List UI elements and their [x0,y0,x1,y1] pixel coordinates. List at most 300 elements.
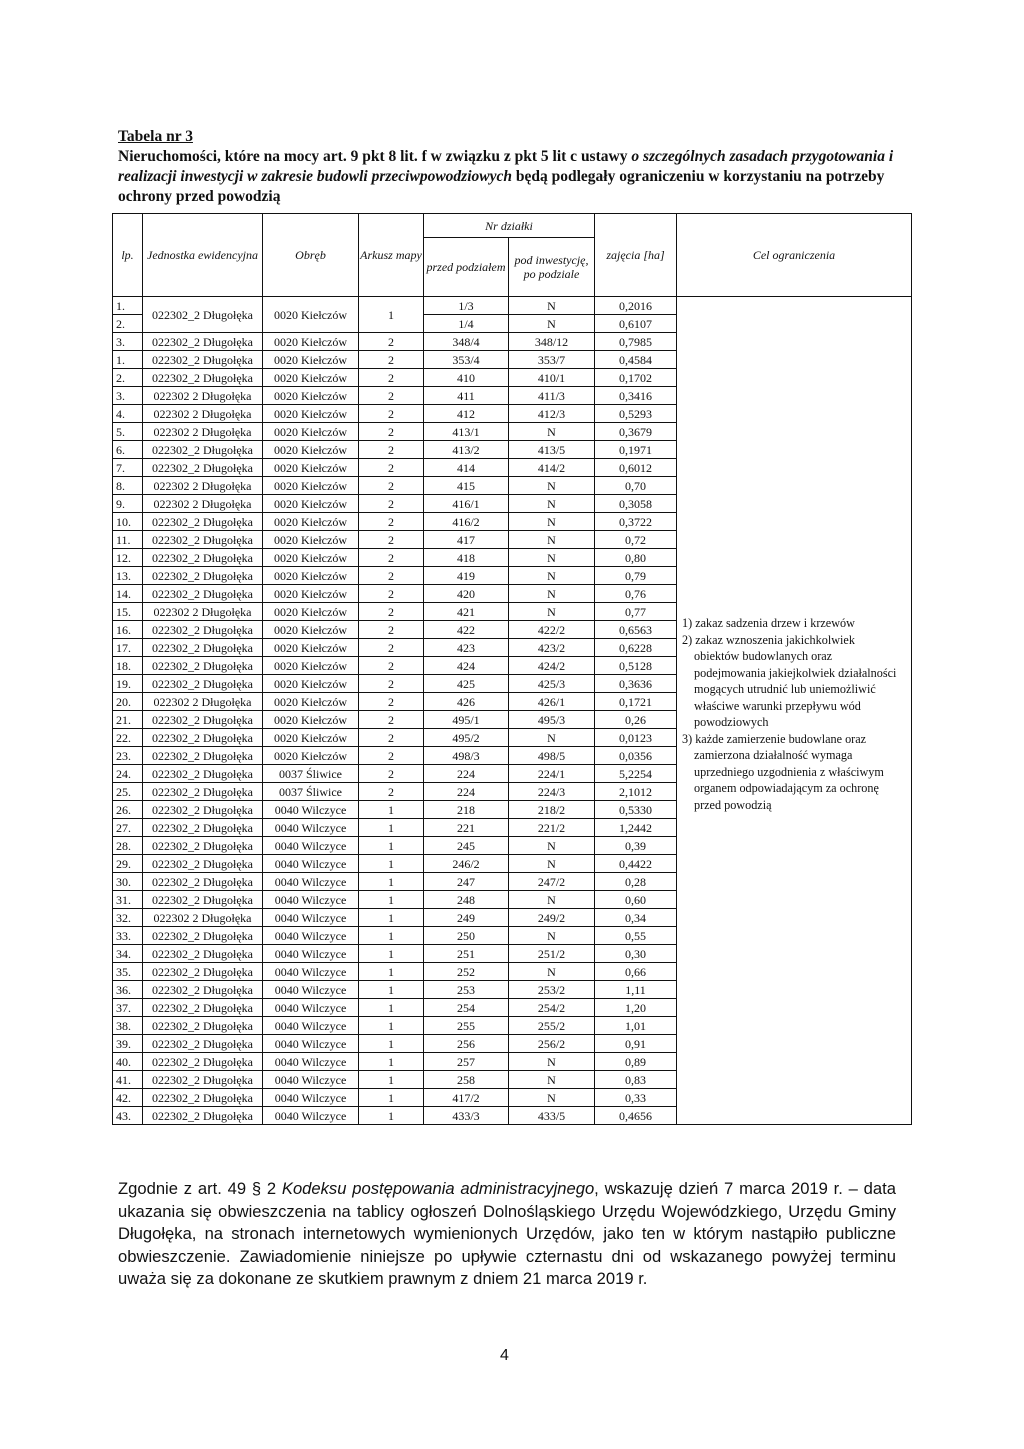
cell-pod: 411/3 [509,387,595,405]
cell-jednostka: 022302_2 Długołęka [143,585,263,603]
cell-pod: N [509,567,595,585]
cell-pod: 424/2 [509,657,595,675]
cell-jednostka: 022302_2 Długołęka [143,927,263,945]
cell-zajecia: 0,39 [595,837,677,855]
cell-lp: 41. [113,1071,143,1089]
cell-przed: 418 [424,549,509,567]
cell-jednostka: 022302_2 Długołęka [143,981,263,999]
cell-lp: 30. [113,873,143,891]
cell-zajecia: 0,66 [595,963,677,981]
cell-pod: 253/2 [509,981,595,999]
cell-pod: 414/2 [509,459,595,477]
cell-arkusz: 1 [359,837,424,855]
cell-pod: N [509,891,595,909]
cell-obreb: 0040 Wilczyce [263,891,359,909]
cell-jednostka: 022302 2 Długołęka [143,405,263,423]
cell-pod: N [509,1053,595,1071]
cell-lp: 31. [113,891,143,909]
cell-przed: 255 [424,1017,509,1035]
cell-lp: 14. [113,585,143,603]
cell-lp: 20. [113,693,143,711]
notice-text-1: Zgodnie z art. 49 § 2 [118,1179,282,1198]
table-body [113,297,912,1125]
cell-pod: 251/2 [509,945,595,963]
cell-przed: 256 [424,1035,509,1053]
cell-obreb: 0040 Wilczyce [263,837,359,855]
cell-obreb: 0040 Wilczyce [263,855,359,873]
cell-zajecia: 0,5128 [595,657,677,675]
cell-pod: 249/2 [509,909,595,927]
cell-obreb: 0020 Kiełczów [263,333,359,351]
cell-arkusz: 2 [359,585,424,603]
cell-arkusz: 1 [359,801,424,819]
cell-zajecia: 0,80 [595,549,677,567]
cell-zajecia: 0,0123 [595,729,677,747]
cell-obreb: 0040 Wilczyce [263,1089,359,1107]
cell-zajecia: 0,3679 [595,423,677,441]
cell-zajecia: 0,70 [595,477,677,495]
cell-przed: 221 [424,819,509,837]
cell-pod: N [509,477,595,495]
cell-arkusz: 2 [359,495,424,513]
cell-jednostka: 022302_2 Długołęka [143,549,263,567]
cell-pod: 348/12 [509,333,595,351]
cell-obreb: 0020 Kiełczów [263,675,359,693]
cell-przed: 218 [424,801,509,819]
cell-przed: 425 [424,675,509,693]
cell-przed: 247 [424,873,509,891]
cell-pod: 224/1 [509,765,595,783]
cell-arkusz: 2 [359,603,424,621]
cell-zajecia: 2,1012 [595,783,677,801]
cell-obreb: 0020 Kiełczów [263,441,359,459]
cell-obreb: 0020 Kiełczów [263,369,359,387]
cell-przed: 417/2 [424,1089,509,1107]
cell-lp: 10. [113,513,143,531]
cell-obreb: 0020 Kiełczów [263,549,359,567]
cell-zajecia: 0,3722 [595,513,677,531]
cell-przed: 253 [424,981,509,999]
cell-pod: N [509,963,595,981]
cell-obreb: 0020 Kiełczów [263,423,359,441]
cell-zajecia: 1,20 [595,999,677,1017]
cell-arkusz: 1 [359,855,424,873]
cell-lp: 40. [113,1053,143,1071]
cell-jednostka: 022302_2 Długołęka [143,891,263,909]
cell-jednostka: 022302_2 Długołęka [143,351,263,369]
cell-lp: 15. [113,603,143,621]
cell-jednostka: 022302_2 Długołęka [143,1071,263,1089]
cell-zajecia: 0,34 [595,909,677,927]
cell-przed: 422 [424,621,509,639]
cell-zajecia: 0,89 [595,1053,677,1071]
cell-pod: N [509,297,595,315]
cell-cel-ograniczenia [677,297,912,1125]
cell-arkusz: 2 [359,351,424,369]
cell-pod: 221/2 [509,819,595,837]
parcels-table [112,213,912,1125]
cell-przed: 413/1 [424,423,509,441]
cell-przed: 416/2 [424,513,509,531]
cell-arkusz: 2 [359,567,424,585]
cell-jednostka: 022302_2 Długołęka [143,567,263,585]
cell-lp: 8. [113,477,143,495]
cell-pod: N [509,837,595,855]
cell-lp: 25. [113,783,143,801]
cell-arkusz: 2 [359,657,424,675]
cell-zajecia: 1,01 [595,1017,677,1035]
notice-code-name: Kodeksu postępowania administracyjnego [281,1179,595,1198]
cell-zajecia: 0,6563 [595,621,677,639]
cell-obreb: 0020 Kiełczów [263,711,359,729]
cell-pod: 498/5 [509,747,595,765]
cell-arkusz: 2 [359,675,424,693]
cell-lp: 35. [113,963,143,981]
cell-lp: 21. [113,711,143,729]
cell-przed: 250 [424,927,509,945]
cell-obreb: 0020 Kiełczów [263,297,359,333]
cell-jednostka: 022302_2 Długołęka [143,873,263,891]
cell-przed: 417 [424,531,509,549]
cell-pod: 412/3 [509,405,595,423]
cell-zajecia: 0,5293 [595,405,677,423]
cell-lp: 1. [113,351,143,369]
cel-item: 3) każde zamierzenie budowlane oraz zamierzona działalność wymaga uprzedniego uzgodnienia z właściwym organem odpowiadającym za ochronę przed powodzią [682,731,884,812]
table-title: Tabela nr 3 [118,128,193,145]
cell-arkusz: 2 [359,729,424,747]
cell-przed: 433/3 [424,1107,509,1125]
cell-jednostka: 022302_2 Długołęka [143,297,263,333]
cell-przed: 248 [424,891,509,909]
cell-arkusz: 2 [359,387,424,405]
cell-zajecia: 0,26 [595,711,677,729]
cell-arkusz: 2 [359,333,424,351]
cell-lp: 19. [113,675,143,693]
cell-jednostka: 022302 2 Długołęka [143,909,263,927]
cell-obreb: 0040 Wilczyce [263,1071,359,1089]
cell-pod: N [509,927,595,945]
cell-pod: 353/7 [509,351,595,369]
cell-przed: 421 [424,603,509,621]
cell-obreb: 0020 Kiełczów [263,495,359,513]
cell-arkusz: 2 [359,513,424,531]
cell-przed: 424 [424,657,509,675]
cell-obreb: 0020 Kiełczów [263,531,359,549]
cell-jednostka: 022302_2 Długołęka [143,1053,263,1071]
cell-lp: 34. [113,945,143,963]
cell-jednostka: 022302_2 Długołęka [143,369,263,387]
cell-arkusz: 1 [359,1089,424,1107]
cell-zajecia: 0,5330 [595,801,677,819]
cell-zajecia: 0,33 [595,1089,677,1107]
header-cel: Cel ograniczenia [677,214,912,297]
cell-lp: 11. [113,531,143,549]
cell-zajecia: 0,76 [595,585,677,603]
cell-zajecia: 0,1971 [595,441,677,459]
cell-zajecia: 1,2442 [595,819,677,837]
cell-jednostka: 022302_2 Długołęka [143,837,263,855]
cell-jednostka: 022302_2 Długołęka [143,801,263,819]
cell-pod: N [509,603,595,621]
header-arkusz: Arkusz mapy [359,214,424,297]
cell-obreb: 0040 Wilczyce [263,819,359,837]
cell-obreb: 0020 Kiełczów [263,351,359,369]
cell-przed: 415 [424,477,509,495]
cell-lp: 37. [113,999,143,1017]
cell-przed: 495/2 [424,729,509,747]
cell-zajecia: 0,60 [595,891,677,909]
cell-arkusz: 1 [359,819,424,837]
header-nr-dzialki: Nr działki [424,214,595,238]
cell-pod: N [509,729,595,747]
header-pod: pod inwestycję, po podziale [509,238,595,297]
cell-przed: 249 [424,909,509,927]
cell-obreb: 0020 Kiełczów [263,603,359,621]
cell-obreb: 0040 Wilczyce [263,945,359,963]
cell-jednostka: 022302_2 Długołęka [143,747,263,765]
cell-zajecia: 0,6012 [595,459,677,477]
description-text-2: będą podlegały ograniczeniu w korzystaniu na potrzeby ochrony przed powodzią [118,168,885,205]
cell-zajecia: 0,77 [595,603,677,621]
cell-zajecia: 0,3416 [595,387,677,405]
cell-jednostka: 022302 2 Długołęka [143,603,263,621]
cell-lp: 36. [113,981,143,999]
cell-obreb: 0020 Kiełczów [263,729,359,747]
cell-lp: 28. [113,837,143,855]
page-number: 4 [500,1347,509,1364]
cell-lp: 12. [113,549,143,567]
cell-arkusz: 1 [359,1071,424,1089]
cell-jednostka: 022302_2 Długołęka [143,963,263,981]
cell-lp: 6. [113,441,143,459]
cell-obreb: 0020 Kiełczów [263,621,359,639]
cell-lp: 32. [113,909,143,927]
cell-obreb: 0020 Kiełczów [263,477,359,495]
cell-zajecia: 0,7985 [595,333,677,351]
cell-arkusz: 2 [359,549,424,567]
cell-jednostka: 022302_2 Długołęka [143,765,263,783]
cell-pod: 433/5 [509,1107,595,1125]
cell-lp: 1. [113,297,143,315]
cell-lp: 13. [113,567,143,585]
cell-obreb: 0040 Wilczyce [263,1017,359,1035]
cell-obreb: 0020 Kiełczów [263,387,359,405]
notice-text-2: , wskazuję dzień 7 marca 2019 r. – data ukazania się obwieszczenia na tablicy ogłoszeń Dolnośląskiego Urzędu Wojewódzkiego, Urzędu Gminy Długołęka, na stronach internetowych wymienionych Urzędów, jako ten w którym nastąpiło publiczne obwieszczenie. Zawiadomienie niniejsze po upływie czternastu dni od wskazanego powyżej terminu uważa się za dokonane ze skutkiem prawnym z dniem 21 marca 2019 r. [118,1179,896,1288]
cell-obreb: 0040 Wilczyce [263,927,359,945]
cell-jednostka: 022302 2 Długołęka [143,477,263,495]
cell-zajecia: 0,2016 [595,297,677,315]
cell-obreb: 0020 Kiełczów [263,747,359,765]
cell-lp: 33. [113,927,143,945]
cell-pod: 256/2 [509,1035,595,1053]
cell-zajecia: 0,79 [595,567,677,585]
cell-jednostka: 022302_2 Długołęka [143,945,263,963]
cell-jednostka: 022302_2 Długołęka [143,333,263,351]
cell-arkusz: 1 [359,297,424,333]
cell-przed: 246/2 [424,855,509,873]
cell-zajecia: 0,55 [595,927,677,945]
cell-arkusz: 2 [359,783,424,801]
cell-arkusz: 2 [359,639,424,657]
cell-zajecia: 0,1702 [595,369,677,387]
cell-arkusz: 2 [359,621,424,639]
description-text-1: Nieruchomości, które na mocy art. 9 pkt 8 lit. f w związku z pkt 5 lit c ustawy [118,148,632,165]
cell-pod: N [509,549,595,567]
cell-lp: 16. [113,621,143,639]
cell-pod: N [509,1071,595,1089]
cell-obreb: 0040 Wilczyce [263,1107,359,1125]
cell-lp: 22. [113,729,143,747]
cell-przed: 426 [424,693,509,711]
cell-arkusz: 2 [359,459,424,477]
cell-pod: N [509,495,595,513]
header-zajecia: zajęcia [ha] [595,214,677,297]
cell-lp: 39. [113,1035,143,1053]
cell-zajecia: 0,3058 [595,495,677,513]
cell-arkusz: 2 [359,405,424,423]
cell-obreb: 0040 Wilczyce [263,1035,359,1053]
cell-przed: 245 [424,837,509,855]
cell-zajecia: 0,28 [595,873,677,891]
cell-arkusz: 2 [359,711,424,729]
cell-przed: 412 [424,405,509,423]
cell-obreb: 0020 Kiełczów [263,639,359,657]
cell-lp: 4. [113,405,143,423]
cell-jednostka: 022302_2 Długołęka [143,621,263,639]
cell-lp: 2. [113,369,143,387]
cell-arkusz: 1 [359,945,424,963]
cell-arkusz: 2 [359,441,424,459]
cell-przed: 413/2 [424,441,509,459]
cell-lp: 7. [113,459,143,477]
cell-obreb: 0037 Śliwice [263,765,359,783]
cell-przed: 257 [424,1053,509,1071]
cell-pod: 425/3 [509,675,595,693]
cell-przed: 498/3 [424,747,509,765]
cell-pod: 224/3 [509,783,595,801]
cell-jednostka: 022302_2 Długołęka [143,531,263,549]
cell-lp: 26. [113,801,143,819]
cell-obreb: 0040 Wilczyce [263,999,359,1017]
cell-obreb: 0040 Wilczyce [263,1053,359,1071]
cell-jednostka: 022302_2 Długołęka [143,1107,263,1125]
cel-item: 2) zakaz wznoszenia jakichkolwiek obiektów budowlanych oraz podejmowania jakiejkolwiek działalności mogących utrudnić lub uniemożliwić właściwe warunki przepływu wód powodziowych [682,632,897,729]
cell-pod: 413/5 [509,441,595,459]
cell-przed: 252 [424,963,509,981]
cell-jednostka: 022302_2 Długołęka [143,729,263,747]
cell-lp: 29. [113,855,143,873]
cell-zajecia: 0,4656 [595,1107,677,1125]
cell-arkusz: 1 [359,981,424,999]
cell-zajecia: 5,2254 [595,765,677,783]
cell-pod: N [509,513,595,531]
cell-jednostka: 022302_2 Długołęka [143,1017,263,1035]
cell-lp: 3. [113,387,143,405]
header-obreb: Obręb [263,214,359,297]
cell-obreb: 0020 Kiełczów [263,459,359,477]
cell-zajecia: 0,30 [595,945,677,963]
cell-obreb: 0040 Wilczyce [263,909,359,927]
cell-lp: 42. [113,1089,143,1107]
cel-item: 1) zakaz sadzenia drzew i krzewów [682,616,855,630]
cell-lp: 18. [113,657,143,675]
cell-jednostka: 022302 2 Długołęka [143,387,263,405]
cell-przed: 224 [424,783,509,801]
cell-przed: 410 [424,369,509,387]
cell-obreb: 0020 Kiełczów [263,567,359,585]
cell-pod: 423/2 [509,639,595,657]
cell-zajecia: 1,11 [595,981,677,999]
cell-przed: 251 [424,945,509,963]
cell-arkusz: 1 [359,1017,424,1035]
cell-pod: N [509,423,595,441]
cell-zajecia: 0,3636 [595,675,677,693]
cell-obreb: 0020 Kiełczów [263,513,359,531]
cell-przed: 1/4 [424,315,509,333]
cell-zajecia: 0,83 [595,1071,677,1089]
cell-zajecia: 0,4584 [595,351,677,369]
cell-lp: 2. [113,315,143,333]
cell-arkusz: 2 [359,747,424,765]
notice-paragraph [118,1178,896,1291]
cell-arkusz: 2 [359,477,424,495]
cell-lp: 17. [113,639,143,657]
cell-obreb: 0040 Wilczyce [263,801,359,819]
cell-lp: 24. [113,765,143,783]
cell-jednostka: 022302 2 Długołęka [143,693,263,711]
cell-jednostka: 022302_2 Długołęka [143,459,263,477]
cell-lp: 3. [113,333,143,351]
cell-pod: 254/2 [509,999,595,1017]
header-lp: lp. [113,214,143,297]
cell-arkusz: 1 [359,999,424,1017]
cell-arkusz: 1 [359,963,424,981]
cell-przed: 1/3 [424,297,509,315]
cell-obreb: 0040 Wilczyce [263,873,359,891]
cell-przed: 224 [424,765,509,783]
table-row [113,297,912,315]
cell-pod: 495/3 [509,711,595,729]
cell-obreb: 0020 Kiełczów [263,693,359,711]
cell-arkusz: 2 [359,423,424,441]
cell-przed: 420 [424,585,509,603]
cell-jednostka: 022302_2 Długołęka [143,1035,263,1053]
cell-zajecia: 0,6107 [595,315,677,333]
cell-jednostka: 022302_2 Długołęka [143,1089,263,1107]
cell-pod: N [509,1089,595,1107]
cel-ograniczenia-list [682,297,903,813]
cell-arkusz: 1 [359,1053,424,1071]
cell-zajecia: 0,72 [595,531,677,549]
cell-zajecia: 0,0356 [595,747,677,765]
cell-arkusz: 1 [359,909,424,927]
cell-przed: 348/4 [424,333,509,351]
cell-jednostka: 022302_2 Długołęka [143,513,263,531]
cell-lp: 43. [113,1107,143,1125]
cell-arkusz: 1 [359,1035,424,1053]
cell-arkusz: 2 [359,765,424,783]
cell-jednostka: 022302_2 Długołęka [143,675,263,693]
cell-lp: 5. [113,423,143,441]
cell-jednostka: 022302 2 Długołęka [143,495,263,513]
cell-arkusz: 2 [359,531,424,549]
cell-lp: 9. [113,495,143,513]
cell-przed: 258 [424,1071,509,1089]
cell-lp: 23. [113,747,143,765]
cell-przed: 254 [424,999,509,1017]
cell-jednostka: 022302_2 Długołęka [143,711,263,729]
cell-obreb: 0040 Wilczyce [263,981,359,999]
